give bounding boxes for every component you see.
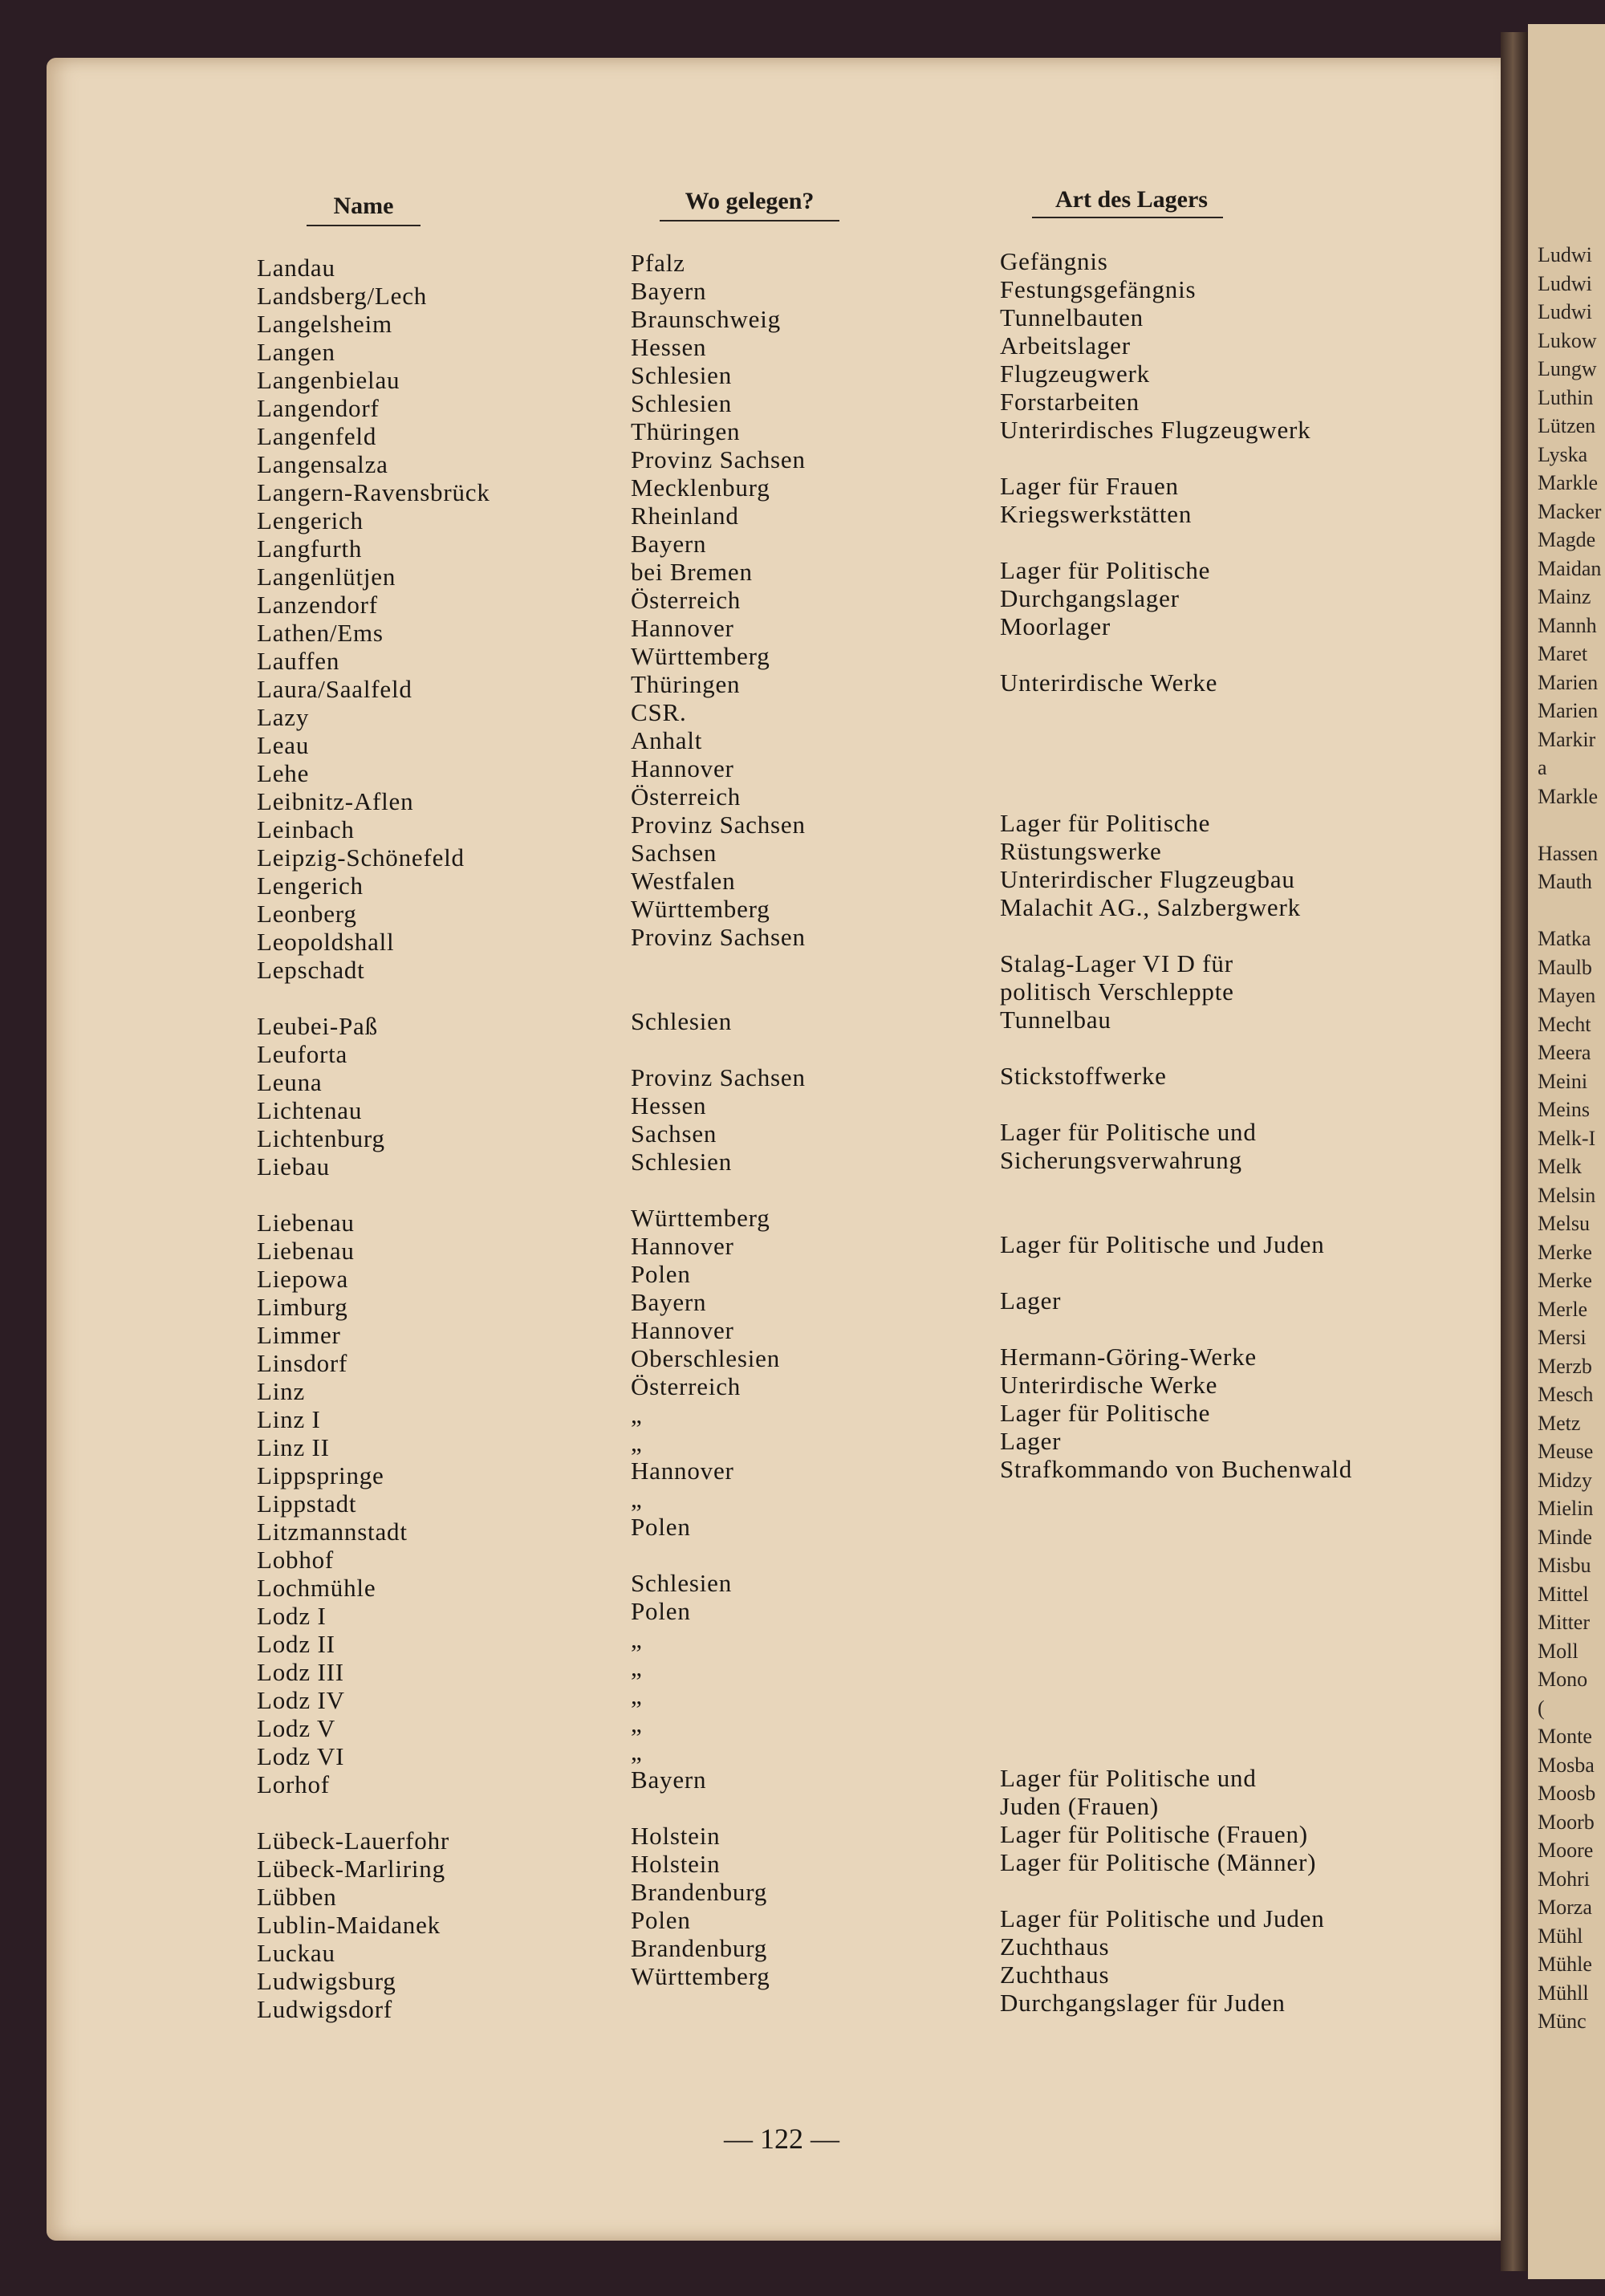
name-entry: Lübeck-Lauerfohr [257, 1827, 450, 1855]
camp-type-entry: politisch Verschleppte [1000, 977, 1234, 1006]
facing-page-fragment: Mersi [1538, 1326, 1587, 1349]
facing-page-fragment: Markir [1538, 727, 1596, 751]
facing-page-fragment: Melk [1538, 1155, 1582, 1178]
location-entry: Thüringen [631, 670, 741, 698]
name-entry: Leuforta [257, 1040, 348, 1068]
location-entry: Württemberg [631, 1204, 770, 1232]
camp-type-entry: Moorlager [1000, 612, 1111, 640]
location-entry: Schlesien [631, 1007, 733, 1035]
facing-page-fragment: Mühl [1538, 1924, 1583, 1948]
location-entry: Bayern [631, 1288, 707, 1316]
location-entry [631, 979, 806, 1007]
name-entry: Lichtenburg [257, 1124, 385, 1152]
camp-type-entry: Stalag-Lager VI D für [1000, 949, 1233, 977]
name-entry [257, 984, 490, 1012]
name-entry: Ludwigsburg [257, 1967, 396, 1995]
header-name: Name [333, 193, 394, 219]
facing-page-fragment: Ludwi [1538, 243, 1592, 266]
location-entry: Hannover [631, 754, 734, 782]
facing-page-fragment: ( [1538, 1696, 1545, 1720]
header-name-underline [307, 225, 421, 226]
facing-page-fragment: Marien [1538, 699, 1599, 722]
location-entry: Brandenburg [631, 1934, 768, 1962]
name-entry: Lanzendorf [257, 591, 378, 619]
camp-type-entry: Zuchthaus [1000, 1932, 1110, 1961]
location-entry: Pfalz [631, 249, 685, 277]
facing-page-fragment: Mittel [1538, 1582, 1589, 1606]
facing-page-fragment: Midzy [1538, 1468, 1592, 1492]
location-entry: Anhalt [631, 726, 703, 754]
facing-page-fragment: Mainz [1538, 585, 1591, 608]
location-entry: Schlesien [631, 361, 733, 389]
camp-type-entry: Durchgangslager für Juden [1000, 1989, 1286, 2017]
name-entry: Leibnitz-Aflen [257, 787, 414, 815]
location-entry: Provinz Sachsen [631, 811, 806, 839]
name-entry: Lengerich [257, 872, 364, 900]
camp-type-entry [1000, 781, 1352, 809]
facing-page-fragment: Moosb [1538, 1782, 1596, 1805]
name-entry: Lippspringe [257, 1461, 384, 1489]
facing-page-fragment: Luthin [1538, 385, 1594, 409]
camp-type-entry: Lager für Politische und Juden [1000, 1904, 1325, 1932]
name-entry: Lodz III [257, 1658, 344, 1686]
location-entry: Bayern [631, 1766, 707, 1794]
camp-type-entry [1000, 1539, 1352, 1567]
camp-type-entry: Forstarbeiten [1000, 388, 1140, 416]
facing-page-fragment: Merle [1538, 1297, 1588, 1321]
facing-page-fragment: Meini [1538, 1069, 1588, 1093]
name-entry: Langenbielau [257, 366, 400, 394]
camp-type-entry: Stickstoffwerke [1000, 1062, 1167, 1090]
name-entry: Limburg [257, 1293, 348, 1321]
facing-page-fragment: Ludwi [1538, 300, 1592, 323]
name-entry: Langenfeld [257, 422, 377, 450]
facing-page-fragment: Mecht [1538, 1012, 1591, 1036]
camp-type-entry: Gefängnis [1000, 247, 1108, 275]
facing-page-fragment: Monte [1538, 1725, 1592, 1748]
camp-type-entry [1000, 528, 1352, 556]
name-entry: Landsberg/Lech [257, 282, 428, 310]
facing-page-fragment: Mühle [1538, 1953, 1592, 1976]
location-entry: bei Bremen [631, 558, 753, 586]
camp-type-entry [1000, 1652, 1352, 1680]
name-entry: Landau [257, 254, 335, 282]
camp-type-entry [1000, 640, 1352, 668]
facing-page-fragment: Meera [1538, 1041, 1591, 1064]
name-entry: Lippstadt [257, 1489, 357, 1518]
location-entry: „ [631, 1709, 643, 1737]
camp-type-entry: Lager für Frauen [1000, 472, 1179, 500]
facing-page-fragment: Lungw [1538, 357, 1597, 380]
location-entry: Österreich [631, 586, 742, 614]
location-entry: „ [631, 1400, 643, 1428]
location-entry: Österreich [631, 1372, 742, 1400]
facing-page-fragment: Mauth [1538, 870, 1592, 893]
camp-type-entry [1000, 1623, 1352, 1652]
location-entry: Oberschlesien [631, 1344, 781, 1372]
facing-page-fragment: Maulb [1538, 955, 1592, 979]
facing-page-fragment: Münc [1538, 2010, 1587, 2033]
facing-page-fragment: Markle [1538, 471, 1599, 494]
facing-page-fragment: Matka [1538, 927, 1591, 950]
location-entry: Thüringen [631, 417, 741, 445]
name-entry: Langendorf [257, 394, 380, 422]
camp-type-entry [1000, 1315, 1352, 1343]
camp-type-entry: Festungsgefängnis [1000, 275, 1197, 303]
name-entry: Liebau [257, 1152, 330, 1181]
location-entry: Mecklenburg [631, 473, 770, 502]
camp-type-entry [1000, 1174, 1352, 1202]
facing-page-fragment: Ludwi [1538, 271, 1592, 295]
facing-page-fragment: a [1538, 756, 1547, 779]
camp-type-entry [1000, 1708, 1352, 1736]
name-entry: Lodz V [257, 1714, 336, 1742]
camp-type-entry: Arbeitslager [1000, 331, 1131, 360]
facing-page-fragment: Mannh [1538, 613, 1597, 637]
location-entry: Hessen [631, 1091, 707, 1120]
location-entry: Württemberg [631, 1962, 770, 1990]
camp-type-entry: Zuchthaus [1000, 1961, 1110, 1989]
name-entry [257, 1181, 490, 1209]
name-entry: Lublin-Maidanek [257, 1911, 441, 1939]
name-entry: Lengerich [257, 506, 364, 534]
book-page [47, 58, 1517, 2241]
facing-page-fragment [1538, 811, 1601, 839]
facing-page-fragment: Mühll [1538, 1981, 1589, 2005]
camp-type-entry: Durchgangslager [1000, 584, 1180, 612]
book-spine [1501, 32, 1528, 2271]
location-entry: Hannover [631, 1316, 734, 1344]
location-entry: Schlesien [631, 389, 733, 417]
location-entry: „ [631, 1681, 643, 1709]
name-entry: Ludwigsdorf [257, 1995, 392, 2023]
location-entry: Bayern [631, 530, 707, 558]
camp-type-entry [1000, 697, 1352, 725]
name-entry: Leinbach [257, 815, 355, 843]
location-entry: Württemberg [631, 642, 770, 670]
camp-type-entry [1000, 1034, 1352, 1062]
facing-page-fragment: Marien [1538, 670, 1599, 694]
camp-type-entry: Lager für Politische und [1000, 1764, 1257, 1792]
camp-type-entry [1000, 1258, 1352, 1286]
camp-type-entry [1000, 1567, 1352, 1595]
camp-type-entry: Lager für Politische (Frauen) [1000, 1820, 1308, 1848]
facing-page-fragment: Merzb [1538, 1354, 1592, 1378]
name-entry: Lobhof [257, 1546, 335, 1574]
location-entry: Bayern [631, 277, 707, 305]
location-entry [631, 1541, 806, 1569]
location-entry: Holstein [631, 1850, 721, 1878]
camp-type-entry [1000, 1202, 1352, 1230]
camp-type-entry [1000, 753, 1352, 781]
facing-page-fragment: Meuse [1538, 1440, 1594, 1463]
camp-type-entry: Juden (Frauen) [1000, 1792, 1160, 1820]
location-entry: Provinz Sachsen [631, 1063, 806, 1091]
camp-type-entry [1000, 444, 1352, 472]
name-entry: Leipzig-Schönefeld [257, 843, 465, 872]
header-camp-type-underline [1032, 217, 1223, 218]
facing-page-fragment: Moorb [1538, 1810, 1595, 1834]
name-entry: Lodz VI [257, 1742, 345, 1770]
name-entry: Limmer [257, 1321, 341, 1349]
camp-type-entry: Unterirdisches Flugzeugwerk [1000, 416, 1311, 444]
name-entry: Linz II [257, 1433, 330, 1461]
name-entry: Lathen/Ems [257, 619, 384, 647]
name-entry: Leonberg [257, 900, 357, 928]
location-entry: Schlesien [631, 1569, 733, 1597]
facing-page-fragment: Mohri [1538, 1867, 1590, 1891]
name-entry: Leuna [257, 1068, 323, 1096]
location-entry: Hannover [631, 1232, 734, 1260]
location-entry: „ [631, 1625, 643, 1653]
facing-page-fragment: Meins [1538, 1098, 1590, 1121]
location-entry: Hannover [631, 614, 734, 642]
location-entry: Brandenburg [631, 1878, 768, 1906]
facing-page-fragment: Melk-I [1538, 1126, 1596, 1150]
camp-type-entry: Hermann-Göring-Werke [1000, 1343, 1257, 1371]
camp-type-entry: Lager [1000, 1427, 1062, 1455]
name-entry: Litzmannstadt [257, 1518, 408, 1546]
facing-page-fragment: Lützen [1538, 414, 1596, 437]
facing-page-fragment: Melsin [1538, 1183, 1596, 1207]
camp-type-entry: Lager für Politische [1000, 809, 1211, 837]
location-entry: Hannover [631, 1457, 734, 1485]
camp-type-entry: Sicherungsverwahrung [1000, 1146, 1242, 1174]
header-camp-type: Art des Lagers [1055, 186, 1208, 213]
facing-page-fragment: Mitter [1538, 1611, 1590, 1634]
camp-type-entry: Flugzeugwerk [1000, 360, 1150, 388]
location-entry: Sachsen [631, 839, 717, 867]
name-entry: Lehe [257, 759, 310, 787]
location-entry: Holstein [631, 1822, 721, 1850]
camp-type-entry [1000, 921, 1352, 949]
facing-page-fragment: Maret [1538, 642, 1588, 665]
facing-page-fragment: Magde [1538, 528, 1596, 551]
camp-type-entry: Lager für Politische und Juden [1000, 1230, 1325, 1258]
name-entry: Lichtenau [257, 1096, 363, 1124]
camp-type-entry [1000, 1511, 1352, 1539]
facing-page-fragment: Moll [1538, 1639, 1579, 1663]
name-entry: Langelsheim [257, 310, 392, 338]
name-entry: Lübeck-Marliring [257, 1855, 445, 1883]
camp-type-entry: Lager für Politische [1000, 556, 1211, 584]
camp-type-entry: Strafkommando von Buchenwald [1000, 1455, 1353, 1483]
location-entry: Schlesien [631, 1148, 733, 1176]
location-entry: „ [631, 1428, 643, 1457]
location-entry: „ [631, 1653, 643, 1681]
name-entry: Lodz I [257, 1602, 327, 1630]
facing-page-fragment: Mesch [1538, 1383, 1594, 1406]
location-entry: „ [631, 1485, 643, 1513]
name-entry: Langenlütjen [257, 563, 396, 591]
camp-type-entry: Lager für Politische (Männer) [1000, 1848, 1317, 1876]
facing-page-fragment: Moore [1538, 1839, 1594, 1862]
name-entry: Langen [257, 338, 335, 366]
facing-page-fragment: Macker [1538, 499, 1602, 523]
camp-type-entry: Lager für Politische [1000, 1399, 1211, 1427]
location-entry: Polen [631, 1260, 691, 1288]
camp-type-entry [1000, 1736, 1352, 1764]
name-entry: Linz I [257, 1405, 321, 1433]
name-entry: Leubei-Paß [257, 1012, 378, 1040]
facing-page-fragment: Maidan [1538, 556, 1602, 580]
facing-page-fragment: Merke [1538, 1269, 1592, 1292]
location-entry: Polen [631, 1513, 691, 1541]
header-location-underline [660, 220, 839, 221]
name-entry: Langfurth [257, 534, 363, 563]
facing-page-list [1538, 241, 1601, 2036]
name-entry: Linsdorf [257, 1349, 348, 1377]
name-entry: Lorhof [257, 1770, 330, 1798]
facing-page-fragment: Mayen [1538, 984, 1596, 1007]
facing-page-fragment: Misbu [1538, 1554, 1591, 1577]
camp-type-entry [1000, 1090, 1352, 1118]
facing-page-fragment: Mono [1538, 1668, 1588, 1691]
camp-type-entry: Unterirdischer Flugzeugbau [1000, 865, 1295, 893]
name-entry: Leopoldshall [257, 928, 395, 956]
name-entry [257, 1798, 490, 1827]
location-entry [631, 951, 806, 979]
name-entry: Liebenau [257, 1209, 355, 1237]
camp-type-entry: Lager [1000, 1286, 1062, 1315]
facing-page-fragment: Melsu [1538, 1212, 1590, 1235]
name-column [257, 254, 490, 2023]
camp-type-entry: Kriegswerkstätten [1000, 500, 1193, 528]
camp-type-entry: Tunnelbauten [1000, 303, 1144, 331]
location-entry: Württemberg [631, 895, 770, 923]
facing-page-fragment: Mosba [1538, 1753, 1595, 1777]
location-entry: Rheinland [631, 502, 739, 530]
location-entry: Provinz Sachsen [631, 923, 806, 951]
camp-type-entry: Malachit AG., Salzbergwerk [1000, 893, 1301, 921]
location-entry: Westfalen [631, 867, 736, 895]
name-entry: Langern-Ravensbrück [257, 478, 490, 506]
facing-page-fragment: Merke [1538, 1240, 1592, 1264]
name-entry: Luckau [257, 1939, 335, 1967]
name-entry: Lübben [257, 1883, 337, 1911]
location-entry: Braunschweig [631, 305, 781, 333]
camp-type-entry: Rüstungswerke [1000, 837, 1162, 865]
facing-page-fragment: Hassen [1538, 841, 1599, 865]
facing-page-fragment [1538, 896, 1601, 925]
page-number: — 122 — [724, 2123, 839, 2155]
facing-page-fragment: Mielin [1538, 1497, 1594, 1520]
facing-page-fragment: Morza [1538, 1896, 1592, 1919]
camp-type-entry: Unterirdische Werke [1000, 668, 1218, 697]
name-entry: Liebenau [257, 1237, 355, 1265]
location-entry [631, 1035, 806, 1063]
location-entry: Sachsen [631, 1120, 717, 1148]
camp-type-column [1000, 247, 1352, 2017]
facing-page-fragment: Lyska [1538, 442, 1588, 466]
facing-page-edge [1528, 24, 1605, 2279]
location-entry [631, 1794, 806, 1822]
location-entry: Hessen [631, 333, 707, 361]
location-entry: CSR. [631, 698, 687, 726]
camp-type-entry: Unterirdische Werke [1000, 1371, 1218, 1399]
location-column [631, 249, 806, 1990]
location-entry: „ [631, 1737, 643, 1766]
name-entry: Leau [257, 731, 310, 759]
name-entry: Lodz II [257, 1630, 335, 1658]
camp-type-entry [1000, 1876, 1352, 1904]
name-entry: Lochmühle [257, 1574, 376, 1602]
camp-type-entry [1000, 1595, 1352, 1623]
camp-type-entry: Lager für Politische und [1000, 1118, 1257, 1146]
location-entry [631, 1176, 806, 1204]
facing-page-fragment: Lukow [1538, 328, 1597, 352]
facing-page-fragment: Minde [1538, 1525, 1592, 1549]
camp-type-entry [1000, 725, 1352, 753]
camp-type-entry [1000, 1680, 1352, 1708]
name-entry: Liepowa [257, 1265, 349, 1293]
name-entry: Lazy [257, 703, 310, 731]
facing-page-fragment: Markle [1538, 784, 1599, 808]
facing-page-fragment: Metz [1538, 1411, 1581, 1435]
name-entry: Linz [257, 1377, 306, 1405]
location-entry: Polen [631, 1597, 691, 1625]
camp-type-entry [1000, 1483, 1352, 1511]
name-entry: Lepschadt [257, 956, 365, 984]
name-entry: Lodz IV [257, 1686, 345, 1714]
location-entry: Provinz Sachsen [631, 445, 806, 473]
location-entry: Österreich [631, 782, 742, 811]
name-entry: Laura/Saalfeld [257, 675, 412, 703]
name-entry: Langensalza [257, 450, 388, 478]
name-entry: Lauffen [257, 647, 340, 675]
location-entry: Polen [631, 1906, 691, 1934]
header-location: Wo gelegen? [685, 188, 815, 214]
camp-type-entry: Tunnelbau [1000, 1006, 1111, 1034]
